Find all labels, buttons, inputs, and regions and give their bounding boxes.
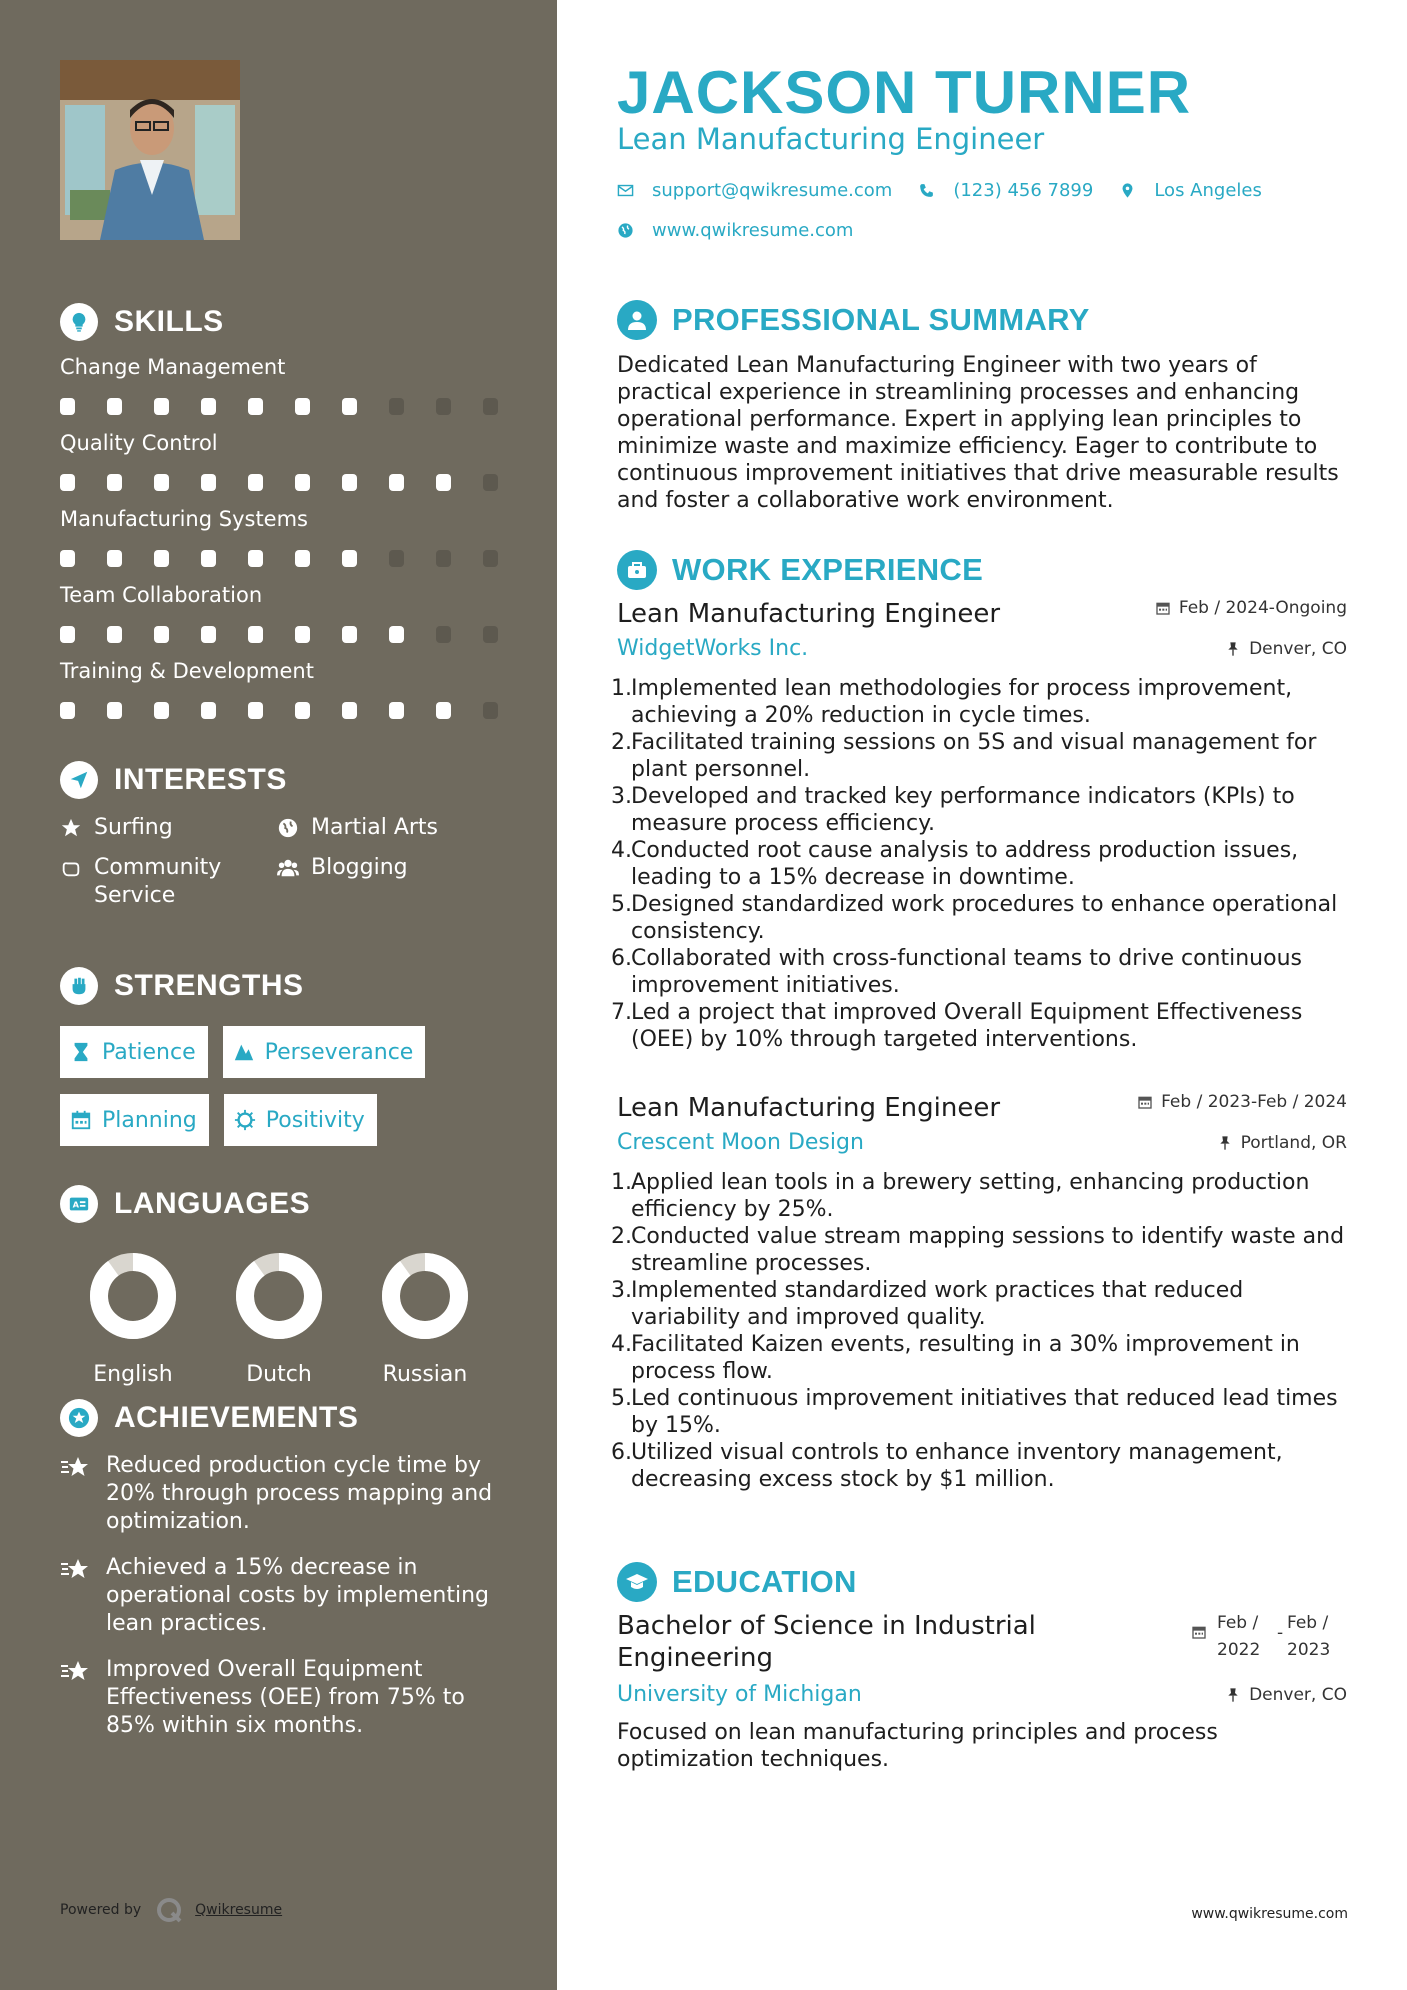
end-month: Feb / xyxy=(1287,1613,1329,1633)
job-entry xyxy=(611,598,1347,1053)
job-title: Lean Manufacturing Engineer xyxy=(617,1093,1001,1123)
skill-rating xyxy=(60,702,500,720)
job-bullet xyxy=(611,729,1347,783)
skill-dot xyxy=(436,702,451,719)
bullet-number: 3. xyxy=(611,784,632,809)
languages-list xyxy=(60,1252,500,1387)
interests-list xyxy=(60,814,500,910)
interest-item xyxy=(277,814,487,842)
interests-section xyxy=(60,760,500,910)
job-bullet xyxy=(611,1331,1347,1385)
bullet-number: 3. xyxy=(611,1278,632,1303)
skill-dot xyxy=(107,626,122,643)
skill-dot xyxy=(107,550,122,567)
strengths-list xyxy=(60,1026,500,1162)
experience-heading xyxy=(617,550,983,590)
skill-dot xyxy=(107,474,122,491)
bullet-text: Developed and tracked key performance indicators (KPIs) to measure process efficiency. xyxy=(631,784,1295,836)
skill-dot xyxy=(295,398,310,415)
job-dates-text: Feb / 2024-Ongoing xyxy=(1178,598,1347,618)
strengths-title: STRENGTHS xyxy=(114,969,304,1002)
achievements-title: ACHIEVEMENTS xyxy=(114,1401,359,1434)
skill-dot xyxy=(342,398,357,415)
envelope-icon xyxy=(617,182,634,199)
bullet-number: 5. xyxy=(611,1386,632,1411)
job-bullet xyxy=(611,1439,1347,1493)
job-bullet xyxy=(611,783,1347,837)
job-bullets xyxy=(611,1169,1347,1493)
skill-label: Quality Control xyxy=(60,431,218,455)
job-location xyxy=(1225,639,1347,659)
education-dates xyxy=(1191,1610,1347,1664)
bullet-text: Implemented lean methodologies for process improvement, achieving a 20% reduction in cycle times. xyxy=(631,676,1293,728)
strength-tag xyxy=(60,1026,208,1078)
job-bullet xyxy=(611,1169,1347,1223)
job-entry xyxy=(611,1092,1347,1493)
job-location-text: Denver, CO xyxy=(1249,638,1347,659)
bullet-number: 4. xyxy=(611,838,632,863)
candidate-name: JACKSON TURNER xyxy=(617,59,1192,126)
language-level-ring xyxy=(235,1252,323,1340)
calendar-icon xyxy=(1137,1094,1153,1110)
job-bullet xyxy=(611,1385,1347,1439)
school-name: University of Michigan xyxy=(617,1682,862,1707)
profile-photo xyxy=(60,60,240,240)
skill-rating xyxy=(60,474,500,492)
skill-dot xyxy=(154,702,169,719)
skill-dot xyxy=(483,474,498,491)
achievements-section xyxy=(60,1398,500,1740)
skill-dot xyxy=(389,626,404,643)
sun-icon xyxy=(234,1109,256,1131)
skill-dot xyxy=(436,626,451,643)
skill-item xyxy=(60,582,500,644)
skill-dot xyxy=(248,702,263,719)
company-name: WidgetWorks Inc. xyxy=(617,636,809,661)
contact-website[interactable] xyxy=(617,220,853,241)
interest-item xyxy=(60,854,277,910)
bullet-number: 5. xyxy=(611,892,632,917)
graduation-cap-icon xyxy=(617,1562,657,1602)
job-bullet xyxy=(611,891,1347,945)
job-location-text: Portland, OR xyxy=(1240,1132,1347,1153)
bullet-text: Facilitated Kaizen events, resulting in a 30% improvement in process flow. xyxy=(631,1332,1300,1384)
achievements-heading xyxy=(60,1398,500,1438)
job-bullet xyxy=(611,675,1347,729)
strength-label: Positivity xyxy=(265,1107,365,1133)
skill-dot xyxy=(60,474,75,491)
job-location xyxy=(1217,1133,1347,1153)
skill-dot xyxy=(248,474,263,491)
skill-dot xyxy=(60,550,75,567)
skill-dot xyxy=(248,398,263,415)
globe-icon xyxy=(617,222,634,239)
contact-row-web xyxy=(617,220,879,241)
website-text: www.qwikresume.com xyxy=(652,220,854,241)
job-bullet xyxy=(611,1223,1347,1277)
skill-dot xyxy=(295,474,310,491)
skill-dot xyxy=(201,398,216,415)
skill-rating xyxy=(60,550,500,568)
experience-title: WORK EXPERIENCE xyxy=(672,552,984,587)
skill-dot xyxy=(389,550,404,567)
skill-dot xyxy=(436,398,451,415)
location-text: Los Angeles xyxy=(1154,180,1262,201)
users-icon xyxy=(277,854,303,882)
bullet-text: Conducted value stream mapping sessions to identify waste and streamline processes. xyxy=(631,1224,1345,1276)
education-entry xyxy=(617,1610,1347,1773)
skill-item xyxy=(60,430,500,492)
bullet-text: Facilitated training sessions on 5S and visual management for plant personnel. xyxy=(631,730,1317,782)
skill-dot xyxy=(60,398,75,415)
skill-dot xyxy=(436,474,451,491)
education-title: EDUCATION xyxy=(672,1564,857,1599)
languages-heading xyxy=(60,1184,500,1224)
interest-label: Martial Arts xyxy=(311,815,439,840)
education-heading xyxy=(617,1562,857,1602)
language-level-ring xyxy=(381,1252,469,1340)
footer-url[interactable]: www.qwikresume.com xyxy=(1191,1906,1348,1922)
phone-text: (123) 456 7899 xyxy=(953,180,1094,201)
bullet-number: 2. xyxy=(611,1224,632,1249)
education-end xyxy=(1287,1610,1347,1664)
skill-rating xyxy=(60,398,500,416)
skill-rating xyxy=(60,626,500,644)
shooting-star-icon xyxy=(60,1656,106,1690)
skill-dot xyxy=(342,550,357,567)
skill-dot xyxy=(389,474,404,491)
bullet-number: 6. xyxy=(611,946,632,971)
powered-by xyxy=(60,1896,282,1924)
start-year: 2022 xyxy=(1217,1640,1261,1660)
skill-dot xyxy=(295,702,310,719)
skill-dot xyxy=(201,474,216,491)
language-label: English xyxy=(93,1362,173,1387)
strength-label: Planning xyxy=(102,1107,197,1133)
calendar-icon xyxy=(1191,1624,1207,1640)
achievement-text: Improved Overall Equipment Effectiveness (OEE) from 75% to 85% within six months. xyxy=(106,1657,465,1738)
contact-phone[interactable] xyxy=(918,180,1093,201)
bullet-text: Led continuous improvement initiatives that reduced lead times by 15%. xyxy=(631,1386,1338,1438)
contact-row xyxy=(617,180,1288,201)
bullet-text: Utilized visual controls to enhance inventory management, decreasing excess stock by $1 million. xyxy=(631,1440,1283,1492)
languages-title: LANGUAGES xyxy=(114,1187,311,1220)
star-icon xyxy=(60,814,86,842)
education-start xyxy=(1217,1610,1277,1664)
strengths-heading xyxy=(60,966,500,1006)
skills-section xyxy=(60,302,500,720)
achievement-text: Reduced production cycle time by 20% through process mapping and optimization. xyxy=(106,1453,493,1534)
skill-dot xyxy=(201,626,216,643)
language-level-arc xyxy=(245,1262,313,1330)
skill-dot xyxy=(107,702,122,719)
powered-by-label: Powered by xyxy=(60,1902,142,1918)
bullet-number: 7. xyxy=(611,1000,632,1025)
job-dates xyxy=(1137,1092,1347,1112)
contact-location xyxy=(1119,180,1262,201)
job-bullets xyxy=(611,675,1347,1053)
bullet-number: 1. xyxy=(611,1170,632,1195)
bullet-text: Collaborated with cross-functional teams to drive continuous improvement initiatives. xyxy=(631,946,1302,998)
shooting-star-icon xyxy=(60,1554,106,1588)
summary-heading xyxy=(617,300,1090,340)
interest-label: Community Service xyxy=(94,855,222,908)
education-description: Focused on lean manufacturing principles and process optimization techniques. xyxy=(617,1720,1218,1772)
achievement-text: Achieved a 15% decrease in operational costs by implementing lean practices. xyxy=(106,1555,490,1636)
sidebar xyxy=(0,0,557,1990)
skill-dot xyxy=(483,398,498,415)
skill-dot xyxy=(60,702,75,719)
skills-list xyxy=(60,354,500,720)
summary-title: PROFESSIONAL SUMMARY xyxy=(672,302,1090,337)
bullet-text: Led a project that improved Overall Equipment Effectiveness (OEE) by 10% through targeted interventions. xyxy=(631,1000,1303,1052)
climber-icon xyxy=(233,1041,255,1063)
end-year: 2023 xyxy=(1287,1640,1331,1660)
skill-dot xyxy=(201,550,216,567)
skill-dot xyxy=(389,702,404,719)
skill-dot xyxy=(436,550,451,567)
strengths-section xyxy=(60,966,500,1162)
bullet-number: 6. xyxy=(611,1440,632,1465)
skill-dot xyxy=(60,626,75,643)
start-month: Feb / xyxy=(1217,1613,1259,1633)
interest-item xyxy=(60,814,277,842)
skills-heading xyxy=(60,302,500,342)
skill-dot xyxy=(483,702,498,719)
skill-dot xyxy=(154,474,169,491)
pin-icon xyxy=(1225,641,1241,657)
skill-dot xyxy=(248,550,263,567)
job-dates-text: Feb / 2023-Feb / 2024 xyxy=(1161,1092,1347,1112)
job-bullet xyxy=(611,837,1347,891)
candidate-title: Lean Manufacturing Engineer xyxy=(617,122,1045,156)
bullet-text: Implemented standardized work practices that reduced variability and improved quality. xyxy=(631,1278,1244,1330)
language-item xyxy=(352,1252,498,1387)
summary-text: Dedicated Lean Manufacturing Engineer with two years of practical experience in streamlining processes and enhancing operational performance. Expert in applying lean principles to minimize waste and maximize efficiency. Eager to contribute to continuous improvement initiatives that drive measurable results and foster a collaborative work environment. xyxy=(617,353,1339,513)
lightbulb-icon xyxy=(60,303,98,341)
calendar-icon xyxy=(70,1109,92,1131)
achievement-item xyxy=(60,1452,500,1536)
achievement-item xyxy=(60,1554,500,1638)
strength-label: Perseverance xyxy=(264,1039,414,1065)
interest-label: Blogging xyxy=(311,855,408,880)
skill-dot xyxy=(389,398,404,415)
pin-icon xyxy=(1217,1135,1233,1151)
language-icon xyxy=(60,1185,98,1223)
qwikresume-logo-icon xyxy=(155,1896,183,1924)
bullet-number: 1. xyxy=(611,676,632,701)
skill-item xyxy=(60,506,500,568)
briefcase-icon xyxy=(617,550,657,590)
skill-label: Manufacturing Systems xyxy=(60,507,308,531)
achievements-list xyxy=(60,1452,500,1740)
skill-label: Team Collaboration xyxy=(60,583,263,607)
skill-dot xyxy=(107,398,122,415)
paper-plane-icon xyxy=(60,761,98,799)
interests-heading xyxy=(60,760,500,800)
skill-label: Training & Development xyxy=(60,659,314,683)
skill-dot xyxy=(201,702,216,719)
calendar-icon xyxy=(1155,600,1171,616)
bullet-number: 4. xyxy=(611,1332,632,1357)
hourglass-icon xyxy=(70,1041,92,1063)
bullet-text: Designed standardized work procedures to enhance operational consistency. xyxy=(631,892,1338,944)
job-dates xyxy=(1155,598,1347,618)
date-separator: - xyxy=(1277,1623,1284,1643)
skill-dot xyxy=(154,550,169,567)
bullet-text: Applied lean tools in a brewery setting, enhancing production efficiency by 25%. xyxy=(631,1170,1310,1222)
pin-icon xyxy=(1225,1687,1241,1703)
job-bullet xyxy=(611,945,1347,999)
language-item xyxy=(206,1252,352,1387)
skill-label: Change Management xyxy=(60,355,286,379)
bullet-number: 2. xyxy=(611,730,632,755)
skill-dot xyxy=(342,626,357,643)
job-bullet xyxy=(611,999,1347,1053)
education-location xyxy=(1225,1685,1347,1705)
languages-section xyxy=(60,1184,500,1387)
interest-item xyxy=(277,854,487,910)
bullet-text: Conducted root cause analysis to address production issues, leading to a 15% decrease in downtime. xyxy=(631,838,1299,890)
language-item xyxy=(60,1252,206,1387)
strength-tag xyxy=(224,1094,377,1146)
skill-item xyxy=(60,354,500,416)
email-text: support@qwikresume.com xyxy=(652,180,893,201)
user-icon xyxy=(617,300,657,340)
phone-icon xyxy=(918,182,935,199)
skill-dot xyxy=(342,702,357,719)
skill-dot xyxy=(295,626,310,643)
language-label: Dutch xyxy=(246,1362,312,1387)
map-pin-icon xyxy=(1119,182,1136,199)
strength-label: Patience xyxy=(102,1039,196,1065)
company-name: Crescent Moon Design xyxy=(617,1130,864,1155)
strength-tag xyxy=(223,1026,426,1078)
job-bullet xyxy=(611,1277,1347,1331)
language-label: Russian xyxy=(382,1362,468,1387)
hand-icon xyxy=(60,854,86,882)
contact-email[interactable] xyxy=(617,180,892,201)
achievement-item xyxy=(60,1656,500,1740)
skill-dot xyxy=(248,626,263,643)
strength-tag xyxy=(60,1094,209,1146)
language-level-arc xyxy=(99,1262,167,1330)
skill-item xyxy=(60,658,500,720)
language-level-ring xyxy=(89,1252,177,1340)
fist-icon xyxy=(60,967,98,1005)
skill-dot xyxy=(483,550,498,567)
skill-dot xyxy=(154,398,169,415)
interest-label: Surfing xyxy=(94,815,173,840)
skill-dot xyxy=(154,626,169,643)
skill-dot xyxy=(342,474,357,491)
star-badge-icon xyxy=(60,1399,98,1437)
globe-icon xyxy=(277,814,303,842)
skills-title: SKILLS xyxy=(114,305,224,338)
shooting-star-icon xyxy=(60,1452,106,1486)
skill-dot xyxy=(295,550,310,567)
skill-dot xyxy=(483,626,498,643)
brand-link[interactable]: Qwikresume xyxy=(195,1902,283,1918)
interests-title: INTERESTS xyxy=(114,763,287,796)
svg-text:A: A xyxy=(72,1199,79,1210)
education-location-text: Denver, CO xyxy=(1249,1684,1347,1705)
job-title: Lean Manufacturing Engineer xyxy=(617,599,1001,629)
degree-title: Bachelor of Science in Industrial Engineering xyxy=(617,1611,1036,1673)
language-level-arc xyxy=(391,1262,459,1330)
